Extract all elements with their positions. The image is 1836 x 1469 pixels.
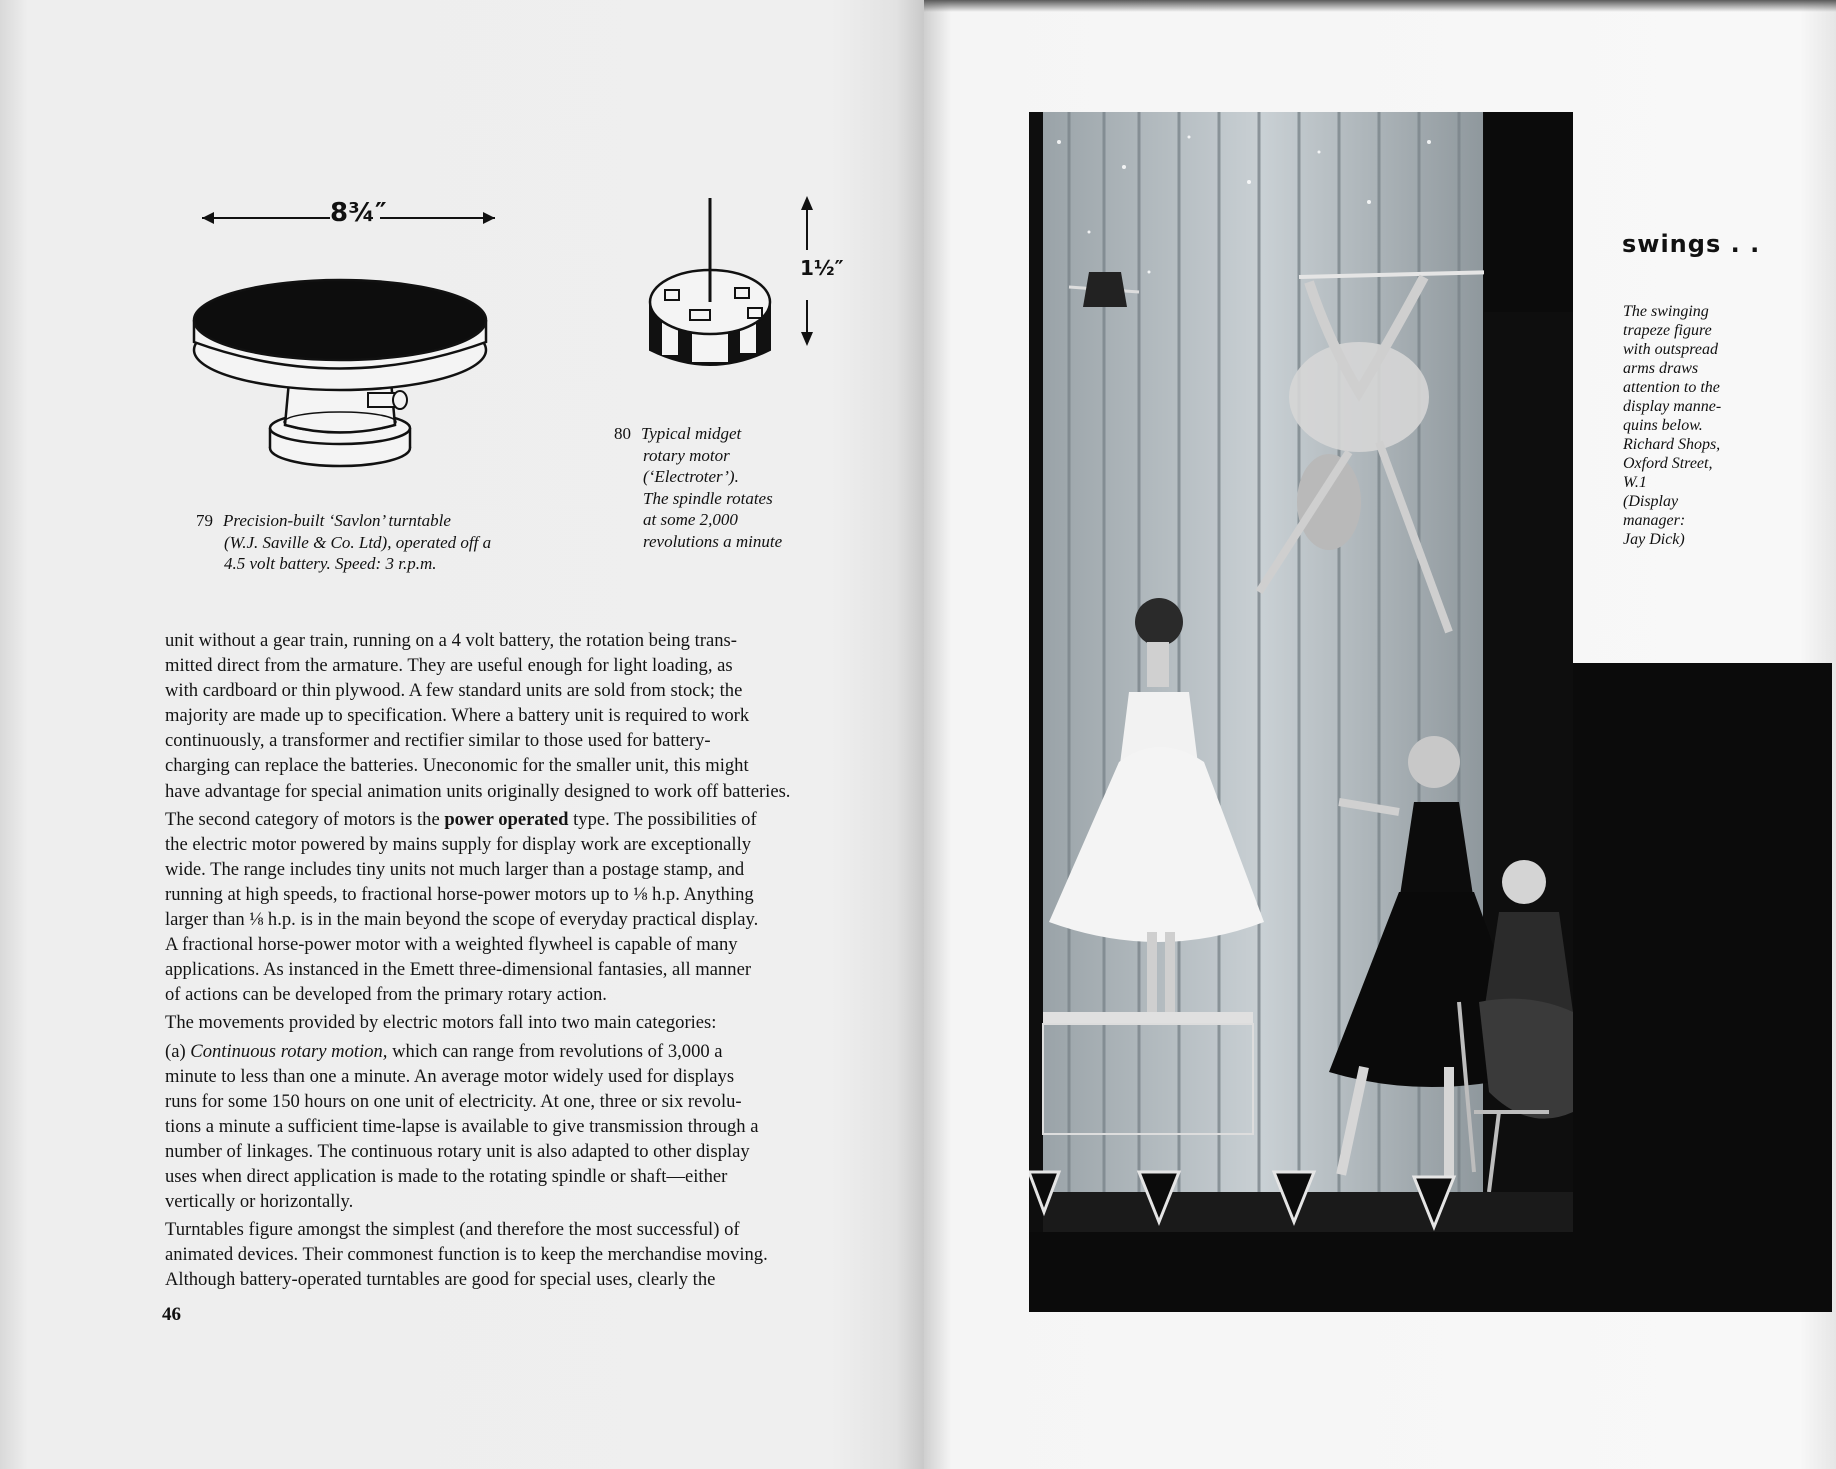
paragraph: [165, 1217, 865, 1292]
text-line: mitted direct from the armature. They are useful enough for light loading, as: [165, 655, 733, 677]
fig80-caption-line: The spindle rotates: [643, 488, 773, 508]
bold-term: power operated: [444, 808, 569, 830]
fig80-dimension: 1½″: [800, 256, 844, 280]
turntable-illustration: [190, 190, 520, 480]
text-line: number of linkages. The continuous rotary unit is also adapted to other display: [165, 1140, 750, 1162]
caption-line: Richard Shops,: [1623, 436, 1721, 453]
fig80-caption-line: Typical midget: [641, 424, 742, 443]
caption-line: manager:: [1623, 512, 1686, 529]
caption-line: (Display: [1623, 493, 1679, 510]
fig80-caption-line: at some 2,000: [643, 510, 738, 529]
page-number: 46: [162, 1304, 181, 1325]
fig80-number: 80: [614, 424, 631, 443]
text-line: wide. The range includes tiny units not much larger than a postage stamp, and: [165, 858, 745, 880]
section-title: swings . .: [1622, 230, 1761, 258]
fig79-caption-line: (W.J. Saville & Co. Ltd), operated off a: [224, 532, 492, 552]
fig80-caption: [614, 423, 782, 552]
caption-line: Oxford Street,: [1623, 455, 1713, 472]
fig80-caption-line: (‘Electroter’).: [643, 467, 739, 486]
photo-dark-band: [1484, 112, 1573, 312]
paragraph: [165, 1039, 865, 1215]
text-line: The movements provided by electric motors fall into two main categories:: [165, 1012, 717, 1034]
paragraph: [165, 1010, 865, 1035]
text-line: the electric motor powered by mains supply for display work are exceptionally: [165, 833, 752, 855]
text-line: larger than ⅛ h.p. is in the main beyond the scope of everyday practical display.: [165, 909, 759, 931]
text-line: vertically or horizontally.: [165, 1191, 354, 1213]
caption-line: quins below.: [1623, 417, 1703, 434]
text-line: applications. As instanced in the Emett three-dimensional fantasies, all manner: [165, 959, 752, 981]
text-line: of actions can be developed from the primary rotary action.: [165, 984, 607, 1006]
fig80-caption-line: rotary motor: [643, 445, 730, 465]
fig79-dimension: 8¾″: [330, 198, 387, 228]
fig79-number: 79: [196, 511, 213, 530]
caption-line: display manne-: [1623, 398, 1722, 415]
text-line: animated devices. Their commonest function is to keep the merchandise moving.: [165, 1244, 768, 1266]
text-line: tions a minute a sufficient time-lapse is available to give transmission through a: [165, 1115, 759, 1137]
fig79-caption-line: Precision-built ‘Savlon’ turntable: [223, 511, 451, 530]
text-line: [165, 1039, 865, 1064]
text-line: Although battery-operated turntables are good for special uses, clearly the: [165, 1269, 716, 1291]
rotary-motor-illustration: [640, 190, 840, 380]
caption-line: Jay Dick): [1623, 531, 1685, 548]
fig79-caption: [196, 510, 491, 575]
fig79-caption-line: 4.5 volt battery. Speed: 3 r.p.m.: [224, 554, 437, 573]
text-line: continuously, a transformer and rectifier similar to those used for battery-: [165, 730, 711, 752]
text-line: have advantage for special animation units originally designed to work off batteries.: [165, 780, 791, 802]
text-line: runs for some 150 hours on one unit of electricity. At one, three or six revolu-: [165, 1090, 742, 1112]
caption-line: trapeze figure: [1623, 322, 1712, 339]
text-line: unit without a gear train, running on a 4 volt battery, the rotation being trans-: [165, 630, 737, 651]
paragraph: [165, 807, 865, 1008]
text-line: Turntables figure amongst the simplest (and therefore the most successful) of: [165, 1219, 740, 1241]
text-line: [165, 807, 865, 832]
text-fragment: (a): [165, 1040, 191, 1062]
text-line: majority are made up to specification. Where a battery unit is required to work: [165, 705, 750, 727]
text-line: A fractional horse-power motor with a weighted flywheel is capable of many: [165, 934, 738, 956]
caption-line: with outspread: [1623, 341, 1718, 358]
caption-line: arms draws: [1623, 360, 1699, 377]
text-line: charging can replace the batteries. Uneconomic for the smaller unit, this might: [165, 755, 749, 777]
caption-line: attention to the: [1623, 379, 1720, 396]
caption-line: The swinging: [1623, 303, 1709, 320]
fig80-caption-line: revolutions a minute: [643, 531, 783, 551]
paragraph: [165, 628, 865, 804]
photo-dark-block: [1573, 663, 1832, 1312]
text-fragment: The second category of motors is the: [165, 808, 445, 830]
text-fragment: which can range from revolutions of 3,000 a: [387, 1040, 723, 1062]
caption-line: W.1: [1623, 474, 1647, 491]
page-gutter-shadow: [924, 0, 1836, 12]
photo-caption: [1623, 302, 1793, 549]
text-fragment: type. The possibilities of: [568, 808, 757, 830]
text-line: with cardboard or thin plywood. A few standard units are sold from stock; the: [165, 680, 743, 702]
italic-term: Continuous rotary motion,: [190, 1040, 388, 1062]
text-line: minute to less than one a minute. An average motor widely used for displays: [165, 1065, 735, 1087]
body-text: [165, 628, 865, 1295]
text-line: uses when direct application is made to the rotating spindle or shaft—either: [165, 1165, 728, 1187]
text-line: running at high speeds, to fractional horse-power motors up to ⅛ h.p. Anything: [165, 883, 754, 905]
